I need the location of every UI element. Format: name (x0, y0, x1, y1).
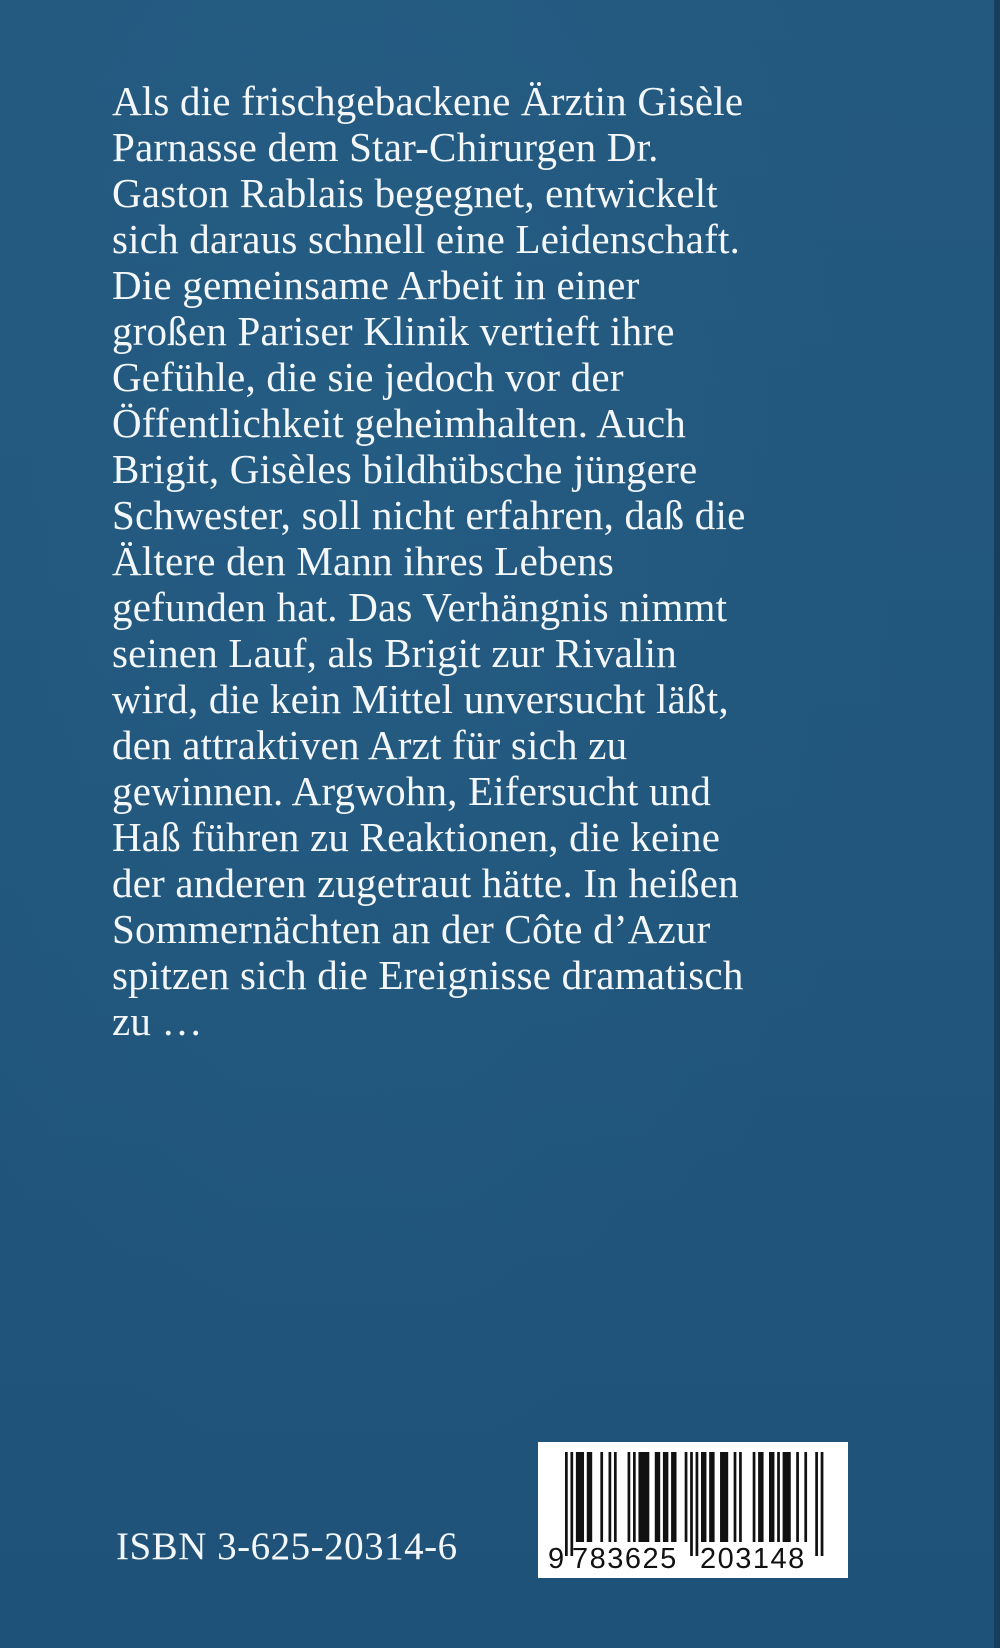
barcode-bar (600, 1452, 603, 1542)
barcode-bar (709, 1452, 714, 1542)
barcode-bar (609, 1452, 612, 1542)
blurb-line: Die gemeinsame Arbeit in einer (112, 262, 640, 308)
blurb-line: wird, die kein Mittel unversucht läßt, (112, 676, 729, 722)
barcode-bar (739, 1452, 742, 1542)
barcode-bar (587, 1452, 592, 1542)
barcode-guard-bar (570, 1452, 573, 1556)
barcode-bar (633, 1452, 636, 1542)
barcode-bar (783, 1452, 791, 1542)
blurb-line: Gefühle, die sie jedoch vor der (112, 354, 624, 400)
barcode-bar (777, 1452, 780, 1542)
barcode-bar (753, 1452, 756, 1542)
barcode-guard-bar (565, 1452, 568, 1556)
blurb-line: gefunden hat. Das Verhängnis nimmt (112, 584, 728, 630)
barcode-bar (663, 1452, 668, 1542)
barcode-bar (758, 1452, 763, 1542)
barcode-bar (796, 1452, 799, 1542)
barcode-bar (701, 1452, 706, 1542)
blurb-line: Als die frischgebackene Ärztin Gisèle (112, 78, 744, 124)
barcode-guard-bar (815, 1452, 818, 1556)
blurb-line: Ältere den Mann ihres Lebens (112, 538, 614, 584)
barcode-guard-bar (696, 1452, 699, 1556)
blurb-line: Parnasse dem Star-Chirurgen Dr. (112, 124, 659, 170)
blurb-line: den attraktiven Arzt für sich zu (112, 722, 628, 768)
blurb-line: großen Pariser Klinik vertieft ihre (112, 308, 675, 354)
blurb-line: zu … (112, 998, 203, 1044)
blurb-line: Haß führen zu Reaktionen, die keine (112, 814, 721, 860)
ean-barcode (538, 1442, 848, 1578)
blurb-line: Brigit, Gisèles bildhübsche jüngere (112, 446, 698, 492)
barcode-lead-digit: 9 (548, 1543, 566, 1575)
barcode-bar (614, 1452, 617, 1542)
barcode-bar (655, 1452, 660, 1542)
barcode-bar (720, 1452, 728, 1542)
barcode-bar (576, 1452, 584, 1542)
blurb-line: seinen Lauf, als Brigit zur Rivalin (112, 630, 677, 676)
barcode-bar (685, 1452, 688, 1542)
barcode-bar (638, 1452, 649, 1542)
cover-edge (994, 0, 1000, 1648)
blurb-line: sich daraus schnell eine Leidenschaft. (112, 216, 741, 262)
blurb-line: Öffentlichkeit geheimhalten. Auch (112, 400, 686, 446)
blurb-line: spitzen sich die Ereignisse dramatisch (112, 952, 744, 998)
barcode-bar (804, 1452, 807, 1542)
blurb-line: der anderen zugetraut hätte. In heißen (112, 860, 739, 906)
blurb-line: Sommernächten an der Côte d’Azur (112, 906, 711, 952)
barcode-guard-bar (821, 1452, 824, 1556)
blurb-line: Schwester, soll nicht erfahren, daß die (112, 492, 746, 538)
barcode-left-group: 783625 (572, 1543, 678, 1575)
barcode-guard-bar (690, 1452, 693, 1556)
barcode-bar (734, 1452, 737, 1542)
barcode-bar (628, 1452, 631, 1542)
blurb-line: gewinnen. Argwohn, Eifersucht und (112, 768, 712, 814)
barcode-right-group: 203148 (700, 1543, 806, 1575)
barcode-bar (671, 1452, 676, 1542)
barcode-bar (769, 1452, 774, 1542)
blurb-text (112, 78, 892, 1044)
isbn-number: ISBN 3-625-20314-6 (116, 1525, 458, 1568)
blurb-line: Gaston Rablais begegnet, entwickelt (112, 170, 718, 216)
